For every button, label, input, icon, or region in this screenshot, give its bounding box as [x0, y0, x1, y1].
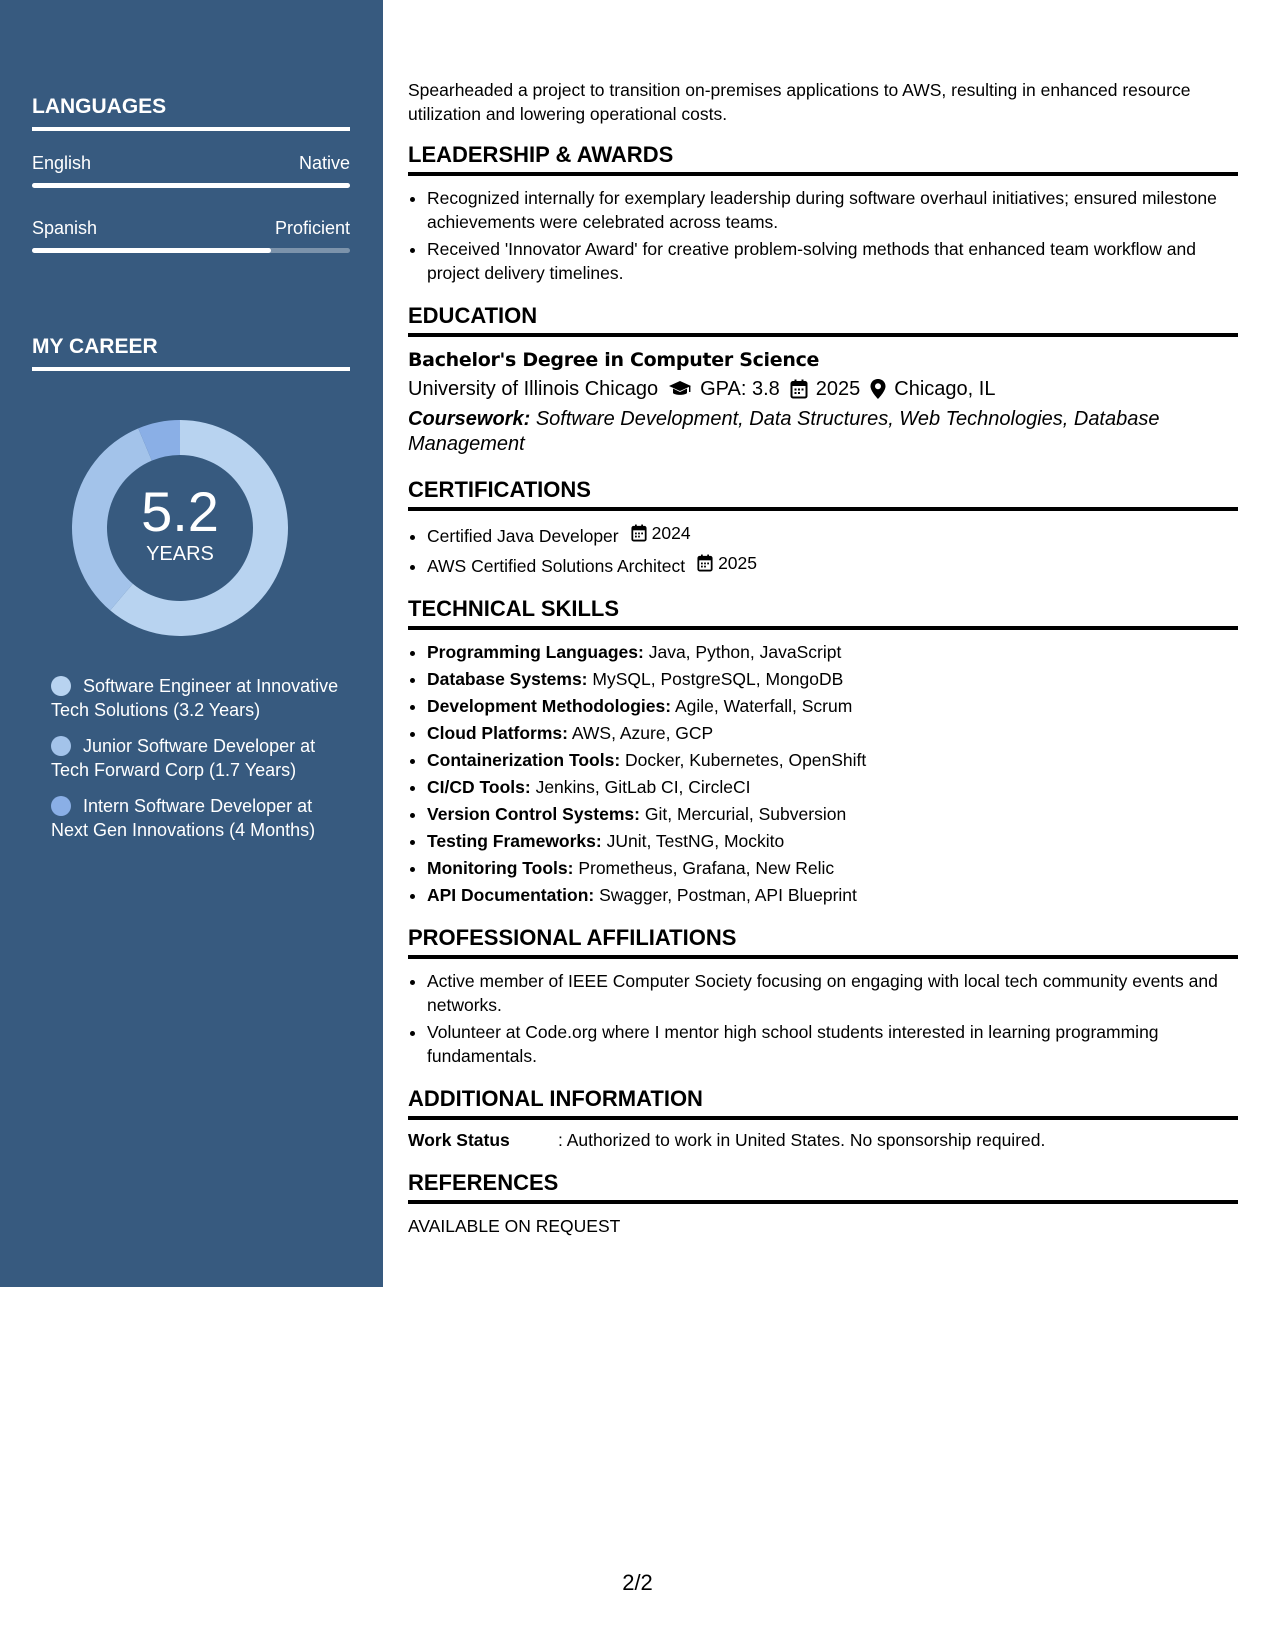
calendar-icon [790, 379, 808, 399]
skill-item [427, 829, 1238, 853]
leadership-heading: LEADERSHIP & AWARDS [408, 142, 1238, 176]
sidebar [0, 0, 383, 1287]
skill-value: Jenkins, GitLab CI, CircleCI [535, 777, 751, 797]
certification-year: 2025 [718, 553, 758, 573]
career-legend-dot [51, 676, 71, 696]
career-item-label: Intern Software Developer at Next Gen Innovations (4 Months) [51, 796, 316, 840]
skill-label: API Documentation: [427, 885, 595, 905]
main-content [408, 78, 1238, 1238]
references-heading: REFERENCES [408, 1170, 1238, 1204]
career-section [32, 335, 350, 371]
list-item: • Volunteer at Code.org where I mentor high school students interested in learning programming fundamentals. [427, 1020, 1238, 1068]
certification-item [427, 551, 1238, 578]
skill-value: Swagger, Postman, API Blueprint [599, 885, 857, 905]
calendar-icon [697, 554, 713, 572]
education-location: Chicago, IL [894, 378, 996, 400]
affiliations-list [408, 969, 1238, 1068]
education-gpa: GPA: 3.8 [700, 378, 780, 400]
skill-item [427, 721, 1238, 745]
certification-name: Certified Java Developer [427, 526, 619, 546]
skill-value: MySQL, PostgreSQL, MongoDB [592, 669, 844, 689]
career-item [51, 794, 341, 842]
skill-label: Version Control Systems: [427, 804, 640, 824]
language-name: English [32, 153, 92, 173]
skill-value: Prometheus, Grafana, New Relic [578, 858, 835, 878]
leadership-list [408, 186, 1238, 285]
career-item-label: Junior Software Developer at Tech Forward Corp (1.7 Years) [51, 736, 316, 780]
skills-list [408, 640, 1238, 907]
language-level: Native [298, 153, 350, 173]
language-item-english [32, 153, 350, 188]
language-bar [32, 248, 350, 253]
skill-item [427, 856, 1238, 880]
career-item-label: Software Engineer at Innovative Tech Solutions (3.2 Years) [51, 676, 339, 720]
skill-label: Programming Languages: [427, 642, 644, 662]
graduation-cap-icon [668, 380, 692, 398]
work-status-label: Work Status [408, 1130, 510, 1150]
skill-item [427, 640, 1238, 664]
skill-item [427, 748, 1238, 772]
language-level: Proficient [274, 218, 350, 238]
career-legend-dot [51, 796, 71, 816]
skill-value: AWS, Azure, GCP [571, 723, 714, 743]
skill-label: Cloud Platforms: [427, 723, 568, 743]
coursework-value: Software Development, Data Structures, Web Technologies, Database Management [408, 408, 1160, 455]
skill-label: Testing Frameworks: [427, 831, 602, 851]
skill-label: Development Methodologies: [427, 696, 672, 716]
career-total-unit: YEARS [146, 542, 214, 565]
languages-heading: LANGUAGES [32, 95, 350, 131]
education-school: University of Illinois Chicago [408, 378, 659, 400]
skill-value: Git, Mercurial, Subversion [644, 804, 847, 824]
additional-info-heading: ADDITIONAL INFORMATION [408, 1086, 1238, 1120]
career-heading: MY CAREER [32, 335, 350, 371]
skill-label: Monitoring Tools: [427, 858, 574, 878]
skill-item [427, 775, 1238, 799]
page-number: 2/2 [622, 1570, 653, 1595]
languages-section [32, 95, 350, 253]
career-donut [65, 413, 295, 643]
language-item-spanish [32, 218, 350, 253]
language-bar-fill [32, 183, 350, 188]
calendar-icon [631, 524, 647, 542]
experience-continuation: Spearheaded a project to transition on-premises applications to AWS, resulting in enhanced resource utilization and lowering operational costs. [408, 80, 1191, 124]
skill-value: Java, Python, JavaScript [648, 642, 842, 662]
skill-value: JUnit, TestNG, Mockito [606, 831, 785, 851]
certification-name: AWS Certified Solutions Architect [427, 556, 686, 576]
certifications-heading: CERTIFICATIONS [408, 477, 1238, 511]
skill-value: Agile, Waterfall, Scrum [674, 696, 853, 716]
career-total-years: 5.2 [141, 479, 219, 543]
skill-item [427, 694, 1238, 718]
career-legend-dot [51, 736, 71, 756]
education-coursework [408, 407, 1238, 457]
career-list [51, 674, 341, 854]
education-heading: EDUCATION [408, 303, 1238, 337]
certifications-list [408, 521, 1238, 578]
list-item: • Recognized internally for exemplary leadership during software overhaul initiatives; ensured milestone achievements were celebrated across teams. [427, 186, 1238, 234]
skill-label: CI/CD Tools: [427, 777, 531, 797]
career-item [51, 674, 341, 722]
list-item: • Active member of IEEE Computer Society focusing on engaging with local tech community events and networks. [427, 969, 1238, 1017]
certification-year: 2024 [651, 523, 691, 543]
language-name: Spanish [32, 218, 98, 238]
education-degree: Bachelor's Degree in Computer Science [408, 349, 820, 371]
career-donut-center [65, 413, 295, 643]
skill-item [427, 667, 1238, 691]
skill-item [427, 802, 1238, 826]
skill-label: Database Systems: [427, 669, 588, 689]
education-meta [408, 375, 1238, 403]
skills-heading: TECHNICAL SKILLS [408, 596, 1238, 630]
coursework-label: Coursework: [408, 408, 531, 430]
skill-item [427, 883, 1238, 907]
education-year: 2025 [815, 378, 861, 400]
work-status-row [408, 1128, 1238, 1152]
affiliations-heading: PROFESSIONAL AFFILIATIONS [408, 925, 1238, 959]
language-bar-fill [32, 248, 271, 253]
references-text: AVAILABLE ON REQUEST [408, 1216, 621, 1236]
skill-value: Docker, Kubernetes, OpenShift [625, 750, 867, 770]
language-bar [32, 183, 350, 188]
work-status-value: : Authorized to work in United States. No sponsorship required. [558, 1130, 1046, 1150]
certification-date [697, 551, 757, 575]
career-item [51, 734, 341, 782]
list-item: • Received 'Innovator Award' for creative problem-solving methods that enhanced team workflow and project delivery timelines. [427, 237, 1238, 285]
certification-date [631, 521, 691, 545]
location-pin-icon [870, 379, 886, 399]
certification-item [427, 521, 1238, 548]
skill-label: Containerization Tools: [427, 750, 621, 770]
